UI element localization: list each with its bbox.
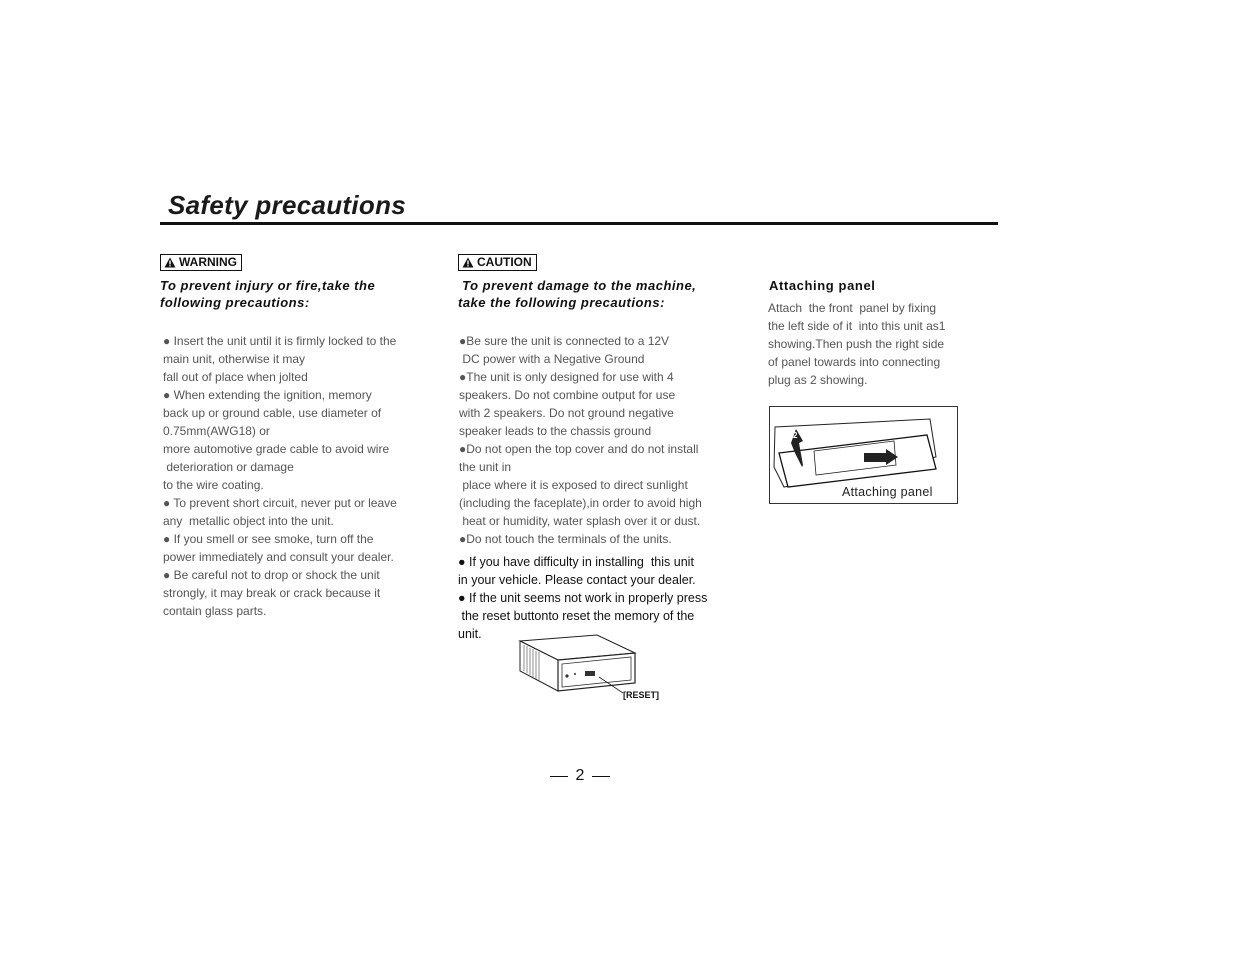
warning-line: ● Be careful not to drop or shock the unit — [163, 568, 380, 582]
caution-body — [459, 332, 702, 548]
warning-line: power immediately and consult your dealer. — [163, 550, 394, 564]
page-title: Safety precautions — [168, 190, 407, 220]
caution-badge — [458, 254, 537, 271]
caution-line: ●Do not touch the terminals of the units. — [459, 532, 672, 546]
warning-badge-label: WARNING — [179, 255, 237, 269]
warning-body — [163, 332, 397, 620]
attaching-line: of panel towards into connecting — [768, 355, 941, 369]
caution-line: ●The unit is only designed for use with 4 — [459, 370, 674, 384]
warning-triangle-icon — [164, 257, 176, 268]
attaching-line: plug as 2 showing. — [768, 373, 868, 387]
caution-subheading-line: take the following precautions: — [458, 295, 665, 310]
page-number-value: 2 — [575, 767, 585, 784]
page-number-dash — [550, 776, 568, 777]
caution-line: with 2 speakers. Do not ground negative — [459, 406, 674, 420]
step-marker: 2 — [793, 431, 798, 440]
caution-line: place where it is exposed to direct sunlight — [459, 478, 688, 492]
caution-extra-line: ● If the unit seems not work in properly press — [458, 591, 708, 605]
figure-caption: Attaching panel — [842, 485, 933, 499]
warning-line: 0.75mm(AWG18) or — [163, 424, 270, 438]
page-number — [550, 767, 610, 785]
warning-line: to the wire coating. — [163, 478, 264, 492]
warning-line: strongly, it may break or crack because it — [163, 586, 381, 600]
caution-line: the unit in — [459, 460, 512, 474]
warning-triangle-icon — [462, 257, 474, 268]
attaching-line: the left side of it into this unit as1 — [768, 319, 946, 333]
caution-line: DC power with a Negative Ground — [459, 352, 645, 366]
attaching-heading: Attaching panel — [769, 278, 876, 293]
reset-label: [RESET] — [623, 690, 659, 700]
caution-badge-label: CAUTION — [477, 255, 532, 269]
warning-line: any metallic object into the unit. — [163, 514, 334, 528]
caution-subheading-line: To prevent damage to the machine, — [458, 278, 697, 293]
warning-subheading-line: following precautions: — [160, 295, 310, 310]
page-number-dash — [592, 776, 610, 777]
caution-line: (including the faceplate),in order to avoid high — [459, 496, 702, 510]
warning-subheading — [160, 277, 375, 311]
warning-subheading-line: To prevent injury or fire,take the — [160, 278, 376, 293]
warning-line: ● If you smell or see smoke, turn off the — [163, 532, 374, 546]
caution-extra — [458, 553, 707, 643]
attaching-line: Attach the front panel by fixing — [768, 301, 937, 315]
warning-line: back up or ground cable, use diameter of — [163, 406, 382, 420]
warning-line: ● Insert the unit until it is firmly locked to the — [163, 334, 397, 348]
attaching-body — [768, 299, 945, 389]
caution-line: heat or humidity, water splash over it or dust. — [459, 514, 701, 528]
warning-line: deterioration or damage — [163, 460, 294, 474]
caution-line: speakers. Do not combine output for use — [459, 388, 676, 402]
caution-line: speaker leads to the chassis ground — [459, 424, 652, 438]
warning-line: contain glass parts. — [163, 604, 267, 618]
caution-line: ●Do not open the top cover and do not install — [459, 442, 699, 456]
warning-badge — [160, 254, 242, 271]
warning-line: ● To prevent short circuit, never put or leave — [163, 496, 397, 510]
warning-line: fall out of place when jolted — [163, 370, 308, 384]
caution-extra-line: ● If you have difficulty in installing this unit — [458, 555, 694, 569]
warning-line: main unit, otherwise it may — [163, 352, 306, 366]
attaching-line: showing.Then push the right side — [768, 337, 945, 351]
caution-extra-line: in your vehicle. Please contact your dealer. — [458, 573, 696, 587]
title-rule — [160, 222, 998, 225]
warning-line: more automotive grade cable to avoid wire — [163, 442, 390, 456]
caution-extra-line: the reset buttonto reset the memory of the — [458, 609, 695, 623]
caution-line: ●Be sure the unit is connected to a 12V — [459, 334, 670, 348]
warning-line: ● When extending the ignition, memory — [163, 388, 372, 402]
caution-subheading — [458, 277, 696, 311]
caution-extra-line: unit. — [458, 627, 482, 641]
